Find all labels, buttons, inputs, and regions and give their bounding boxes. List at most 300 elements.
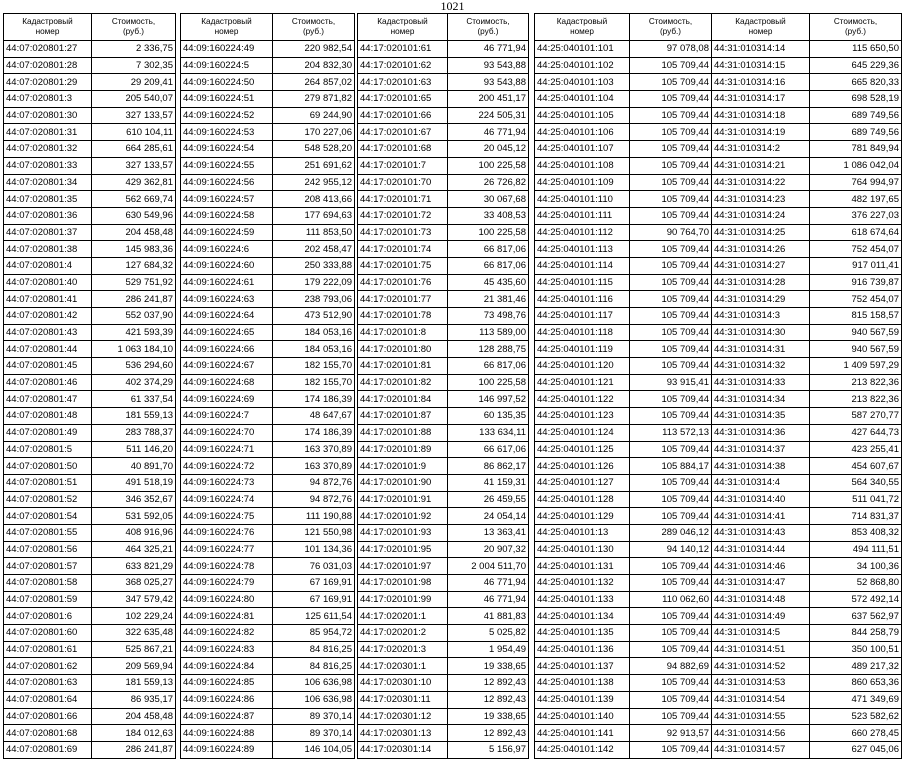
table-row xyxy=(358,241,529,258)
table-row xyxy=(4,157,176,174)
cost-cell: 105 709,44 xyxy=(630,441,712,458)
table-row xyxy=(181,591,355,608)
table-row xyxy=(181,441,355,458)
table-row xyxy=(535,274,712,291)
table-row xyxy=(181,474,355,491)
header-cadastral-number xyxy=(712,14,810,41)
cadastral-number-cell: 44:25:040101:134 xyxy=(535,608,630,625)
cost-cell: 552 037,90 xyxy=(92,308,176,325)
cadastral-number-cell: 44:31:010314:54 xyxy=(712,691,810,708)
cadastral-number-cell: 44:17:020101:92 xyxy=(358,508,448,525)
table-row xyxy=(712,608,902,625)
header-cadastral-number-line: Кадастровый xyxy=(556,17,608,26)
cadastral-number-cell: 44:31:010314:40 xyxy=(712,491,810,508)
cadastral-number-cell: 44:25:040101:107 xyxy=(535,141,630,158)
table-row xyxy=(358,174,529,191)
cost-cell: 548 528,20 xyxy=(273,141,355,158)
cadastral-number-cell: 44:17:020101:72 xyxy=(358,207,448,224)
cost-cell: 113 589,00 xyxy=(448,324,529,341)
table-row xyxy=(181,224,355,241)
table-row xyxy=(358,74,529,91)
table-row xyxy=(712,408,902,425)
cost-cell: 12 892,43 xyxy=(448,675,529,692)
cadastral-number-cell: 44:17:020301:10 xyxy=(358,675,448,692)
cadastral-number-cell: 44:25:040101:104 xyxy=(535,91,630,108)
cost-cell: 105 709,44 xyxy=(630,241,712,258)
cost-cell: 19 338,65 xyxy=(448,658,529,675)
cost-cell: 572 492,14 xyxy=(810,591,902,608)
cost-cell: 184 012,63 xyxy=(92,725,176,742)
table-row xyxy=(4,91,176,108)
cost-cell: 89 370,14 xyxy=(273,708,355,725)
table-row xyxy=(712,641,902,658)
table-row xyxy=(358,274,529,291)
table-row xyxy=(4,124,176,141)
cost-cell: 764 994,97 xyxy=(810,174,902,191)
cadastral-number-cell: 44:31:010314:18 xyxy=(712,107,810,124)
table-row xyxy=(4,107,176,124)
cadastral-number-cell: 44:31:010314:43 xyxy=(712,524,810,541)
table-row xyxy=(712,741,902,758)
cost-cell: 454 607,67 xyxy=(810,458,902,475)
cost-cell: 45 435,60 xyxy=(448,274,529,291)
cost-cell: 7 302,35 xyxy=(92,57,176,74)
cost-cell: 66 817,06 xyxy=(448,257,529,274)
cadastral-number-cell: 44:09:160224:51 xyxy=(181,91,273,108)
cost-cell: 46 771,94 xyxy=(448,575,529,592)
cadastral-number-cell: 44:07:020801:38 xyxy=(4,241,92,258)
table-row xyxy=(535,608,712,625)
cadastral-number-cell: 44:25:040101:114 xyxy=(535,257,630,274)
cost-cell: 105 709,44 xyxy=(630,608,712,625)
cadastral-table-3 xyxy=(357,13,529,759)
cost-cell: 511 146,20 xyxy=(92,441,176,458)
cost-cell: 289 046,12 xyxy=(630,524,712,541)
cost-cell: 815 158,57 xyxy=(810,308,902,325)
table-row xyxy=(181,658,355,675)
cadastral-number-cell: 44:07:020801:45 xyxy=(4,358,92,375)
cadastral-number-cell: 44:17:020101:8 xyxy=(358,324,448,341)
cost-cell: 350 100,51 xyxy=(810,641,902,658)
table-row xyxy=(181,741,355,758)
table-row xyxy=(712,41,902,58)
cadastral-number-cell: 44:31:010314:26 xyxy=(712,241,810,258)
table-row xyxy=(358,658,529,675)
cost-cell: 5 025,82 xyxy=(448,625,529,642)
cost-cell: 61 337,54 xyxy=(92,391,176,408)
cadastral-number-cell: 44:25:040101:111 xyxy=(535,207,630,224)
header-cost-line: Стоимость, xyxy=(833,17,878,26)
table-row xyxy=(4,291,176,308)
cost-cell: 1 063 184,10 xyxy=(92,341,176,358)
table-row xyxy=(358,691,529,708)
cadastral-number-cell: 44:31:010314:27 xyxy=(712,257,810,274)
cadastral-number-cell: 44:09:160224:68 xyxy=(181,374,273,391)
table-row xyxy=(712,241,902,258)
cadastral-number-cell: 44:07:020801:32 xyxy=(4,141,92,158)
cost-cell: 111 190,88 xyxy=(273,508,355,525)
header-row xyxy=(535,14,712,41)
cadastral-number-cell: 44:07:020801:47 xyxy=(4,391,92,408)
table-row xyxy=(535,41,712,58)
cadastral-number-cell: 44:25:040101:116 xyxy=(535,291,630,308)
cadastral-number-cell: 44:17:020101:9 xyxy=(358,458,448,475)
table-row xyxy=(712,257,902,274)
table-row xyxy=(181,541,355,558)
cadastral-number-cell: 44:17:020301:11 xyxy=(358,691,448,708)
cost-cell: 251 691,62 xyxy=(273,157,355,174)
table-row xyxy=(712,474,902,491)
table-row xyxy=(712,708,902,725)
cost-cell: 781 849,94 xyxy=(810,141,902,158)
header-cadastral-number xyxy=(4,14,92,41)
table-row xyxy=(712,391,902,408)
cost-cell: 86 862,17 xyxy=(448,458,529,475)
table-row xyxy=(4,141,176,158)
table-row xyxy=(535,658,712,675)
table-row xyxy=(712,508,902,525)
cadastral-number-cell: 44:07:020801:58 xyxy=(4,575,92,592)
table-row xyxy=(712,441,902,458)
cost-cell: 421 593,39 xyxy=(92,324,176,341)
cadastral-number-cell: 44:07:020801:37 xyxy=(4,224,92,241)
table-row xyxy=(535,91,712,108)
table-row xyxy=(358,625,529,642)
table-row xyxy=(535,308,712,325)
table-row xyxy=(4,274,176,291)
table-row xyxy=(535,741,712,758)
cadastral-number-cell: 44:25:040101:105 xyxy=(535,107,630,124)
cadastral-number-cell: 44:25:040101:128 xyxy=(535,491,630,508)
table-row xyxy=(4,524,176,541)
header-cadastral-number-line: номер xyxy=(35,27,60,36)
cadastral-number-cell: 44:31:010314:34 xyxy=(712,391,810,408)
cost-cell: 100 225,58 xyxy=(448,224,529,241)
cost-cell: 67 169,91 xyxy=(273,591,355,608)
cadastral-number-cell: 44:07:020801:50 xyxy=(4,458,92,475)
table-row xyxy=(358,558,529,575)
header-cadastral-number-line: Кадастровый xyxy=(377,17,428,26)
table-row xyxy=(712,575,902,592)
cost-cell: 12 892,43 xyxy=(448,691,529,708)
table-row xyxy=(535,625,712,642)
table-row xyxy=(358,541,529,558)
table-row xyxy=(535,474,712,491)
cadastral-number-cell: 44:31:010314:2 xyxy=(712,141,810,158)
table-row xyxy=(535,57,712,74)
cost-cell: 618 674,64 xyxy=(810,224,902,241)
cadastral-number-cell: 44:25:040101:112 xyxy=(535,224,630,241)
table-row xyxy=(181,358,355,375)
cadastral-number-cell: 44:25:040101:132 xyxy=(535,575,630,592)
header-cost-line: (руб.) xyxy=(659,27,682,36)
cadastral-number-cell: 44:09:160224:53 xyxy=(181,124,273,141)
table-row xyxy=(535,424,712,441)
cadastral-number-cell: 44:09:160224:85 xyxy=(181,675,273,692)
cadastral-number-cell: 44:17:020101:63 xyxy=(358,74,448,91)
table-row xyxy=(535,224,712,241)
header-row xyxy=(358,14,529,41)
cadastral-number-cell: 44:25:040101:124 xyxy=(535,424,630,441)
cadastral-number-cell: 44:07:020801:56 xyxy=(4,541,92,558)
cadastral-number-cell: 44:31:010314:48 xyxy=(712,591,810,608)
cadastral-number-cell: 44:09:160224:88 xyxy=(181,725,273,742)
cadastral-number-cell: 44:09:160224:60 xyxy=(181,257,273,274)
cadastral-number-cell: 44:31:010314:41 xyxy=(712,508,810,525)
table-row xyxy=(358,641,529,658)
table-row xyxy=(358,107,529,124)
table-row xyxy=(181,374,355,391)
cadastral-number-cell: 44:31:010314:35 xyxy=(712,408,810,425)
cost-cell: 184 053,16 xyxy=(273,324,355,341)
table-row xyxy=(181,91,355,108)
cadastral-number-cell: 44:07:020801:4 xyxy=(4,257,92,274)
cadastral-number-cell: 44:09:160224:55 xyxy=(181,157,273,174)
cadastral-number-cell: 44:07:020801:35 xyxy=(4,191,92,208)
cost-cell: 89 370,14 xyxy=(273,725,355,742)
header-cadastral-number-line: номер xyxy=(748,27,773,36)
cadastral-number-cell: 44:25:040101:110 xyxy=(535,191,630,208)
cost-cell: 429 362,81 xyxy=(92,174,176,191)
table-row xyxy=(535,324,712,341)
cadastral-number-cell: 44:25:040101:101 xyxy=(535,41,630,58)
cost-cell: 170 227,06 xyxy=(273,124,355,141)
table-row xyxy=(4,174,176,191)
cost-cell: 200 451,17 xyxy=(448,91,529,108)
cost-cell: 85 954,72 xyxy=(273,625,355,642)
cost-cell: 529 751,92 xyxy=(92,274,176,291)
table-row xyxy=(181,74,355,91)
table-row xyxy=(712,491,902,508)
cost-cell: 48 647,67 xyxy=(273,408,355,425)
header-cost-line: (руб.) xyxy=(302,27,325,36)
cadastral-number-cell: 44:17:020301:12 xyxy=(358,708,448,725)
cost-cell: 213 822,36 xyxy=(810,374,902,391)
table-row xyxy=(4,708,176,725)
cadastral-number-cell: 44:31:010314:37 xyxy=(712,441,810,458)
table-row xyxy=(4,224,176,241)
cadastral-number-cell: 44:17:020301:1 xyxy=(358,658,448,675)
cost-cell: 204 458,48 xyxy=(92,708,176,725)
cost-cell: 1 086 042,04 xyxy=(810,157,902,174)
table-row xyxy=(4,741,176,758)
cost-cell: 105 709,44 xyxy=(630,708,712,725)
cadastral-number-cell: 44:17:020101:65 xyxy=(358,91,448,108)
cost-cell: 714 831,37 xyxy=(810,508,902,525)
table-row xyxy=(358,324,529,341)
header-cadastral-number-line: номер xyxy=(390,27,415,36)
cost-cell: 146 104,05 xyxy=(273,741,355,758)
table-row xyxy=(712,558,902,575)
cadastral-number-cell: 44:25:040101:102 xyxy=(535,57,630,74)
cost-cell: 46 771,94 xyxy=(448,124,529,141)
cost-cell: 102 229,24 xyxy=(92,608,176,625)
cost-cell: 106 636,98 xyxy=(273,691,355,708)
cadastral-number-cell: 44:09:160224:70 xyxy=(181,424,273,441)
cost-cell: 105 709,44 xyxy=(630,107,712,124)
cadastral-number-cell: 44:31:010314:52 xyxy=(712,658,810,675)
cost-cell: 224 505,31 xyxy=(448,107,529,124)
table-row xyxy=(712,625,902,642)
cost-cell: 844 258,79 xyxy=(810,625,902,642)
table-row xyxy=(4,558,176,575)
table-row xyxy=(181,424,355,441)
cadastral-number-cell: 44:09:160224:66 xyxy=(181,341,273,358)
cost-cell: 52 868,80 xyxy=(810,575,902,592)
cadastral-number-cell: 44:09:160224:67 xyxy=(181,358,273,375)
cadastral-number-cell: 44:07:020801:44 xyxy=(4,341,92,358)
cadastral-number-cell: 44:09:160224:69 xyxy=(181,391,273,408)
cadastral-number-cell: 44:07:020801:59 xyxy=(4,591,92,608)
cost-cell: 660 278,45 xyxy=(810,725,902,742)
cadastral-number-cell: 44:31:010314:16 xyxy=(712,74,810,91)
cost-cell: 105 709,44 xyxy=(630,174,712,191)
cadastral-number-cell: 44:17:020101:7 xyxy=(358,157,448,174)
cadastral-number-cell: 44:09:160224:57 xyxy=(181,191,273,208)
table-row xyxy=(712,224,902,241)
table-row xyxy=(712,207,902,224)
cadastral-number-cell: 44:31:010314:29 xyxy=(712,291,810,308)
table-row xyxy=(358,157,529,174)
cadastral-number-cell: 44:25:040101:122 xyxy=(535,391,630,408)
cost-cell: 19 338,65 xyxy=(448,708,529,725)
cost-cell: 29 209,41 xyxy=(92,74,176,91)
cadastral-number-cell: 44:17:020101:99 xyxy=(358,591,448,608)
cost-cell: 689 749,56 xyxy=(810,107,902,124)
cadastral-number-cell: 44:07:020801:62 xyxy=(4,658,92,675)
cadastral-number-cell: 44:09:160224:71 xyxy=(181,441,273,458)
table-row xyxy=(712,291,902,308)
header-cadastral-number-line: Кадастровый xyxy=(735,17,786,26)
table-row xyxy=(358,741,529,758)
cost-cell: 84 816,25 xyxy=(273,641,355,658)
cadastral-table-5 xyxy=(711,13,902,759)
table-row xyxy=(535,725,712,742)
cost-cell: 105 709,44 xyxy=(630,641,712,658)
cost-cell: 209 569,94 xyxy=(92,658,176,675)
cadastral-number-cell: 44:25:040101:135 xyxy=(535,625,630,642)
cadastral-table-4 xyxy=(534,13,712,759)
cadastral-number-cell: 44:31:010314:25 xyxy=(712,224,810,241)
cadastral-number-cell: 44:09:160224:54 xyxy=(181,141,273,158)
cadastral-number-cell: 44:25:040101:118 xyxy=(535,324,630,341)
cost-cell: 523 582,62 xyxy=(810,708,902,725)
cadastral-number-cell: 44:07:020801:55 xyxy=(4,524,92,541)
cadastral-number-cell: 44:25:040101:126 xyxy=(535,458,630,475)
table-row xyxy=(181,558,355,575)
table-row xyxy=(4,575,176,592)
cost-cell: 100 225,58 xyxy=(448,374,529,391)
cadastral-number-cell: 44:07:020801:31 xyxy=(4,124,92,141)
cadastral-number-cell: 44:07:020801:43 xyxy=(4,324,92,341)
table-row xyxy=(358,41,529,58)
cost-cell: 105 709,44 xyxy=(630,274,712,291)
cost-cell: 105 709,44 xyxy=(630,625,712,642)
cadastral-number-cell: 44:09:160224:61 xyxy=(181,274,273,291)
cadastral-number-cell: 44:07:020801:5 xyxy=(4,441,92,458)
cadastral-number-cell: 44:17:020101:95 xyxy=(358,541,448,558)
cadastral-number-cell: 44:31:010314:44 xyxy=(712,541,810,558)
table-row xyxy=(712,174,902,191)
cadastral-number-cell: 44:17:020101:91 xyxy=(358,491,448,508)
cost-cell: 105 709,44 xyxy=(630,141,712,158)
cost-cell: 106 636,98 xyxy=(273,675,355,692)
table-row xyxy=(712,124,902,141)
cost-cell: 494 111,51 xyxy=(810,541,902,558)
cost-cell: 220 982,54 xyxy=(273,41,355,58)
table-row xyxy=(181,641,355,658)
table-row xyxy=(535,191,712,208)
cost-cell: 105 709,44 xyxy=(630,324,712,341)
cost-cell: 562 669,74 xyxy=(92,191,176,208)
table-row xyxy=(181,691,355,708)
table-row xyxy=(358,91,529,108)
cadastral-number-cell: 44:31:010314:14 xyxy=(712,41,810,58)
cadastral-number-cell: 44:09:160224:75 xyxy=(181,508,273,525)
table-row xyxy=(535,541,712,558)
cost-cell: 105 709,44 xyxy=(630,391,712,408)
table-row xyxy=(712,675,902,692)
table-row xyxy=(358,458,529,475)
cadastral-number-cell: 44:31:010314:19 xyxy=(712,124,810,141)
table-row xyxy=(4,241,176,258)
cost-cell: 637 562,97 xyxy=(810,608,902,625)
cadastral-number-cell: 44:17:020101:68 xyxy=(358,141,448,158)
cadastral-number-cell: 44:09:160224:52 xyxy=(181,107,273,124)
table-row xyxy=(181,291,355,308)
table-row xyxy=(4,191,176,208)
cadastral-number-cell: 44:07:020801:27 xyxy=(4,41,92,58)
table-row xyxy=(535,257,712,274)
cadastral-number-cell: 44:07:020801:30 xyxy=(4,107,92,124)
table-row xyxy=(535,441,712,458)
cadastral-number-cell: 44:25:040101:141 xyxy=(535,725,630,742)
cadastral-number-cell: 44:09:160224:86 xyxy=(181,691,273,708)
cost-cell: 94 872,76 xyxy=(273,491,355,508)
table-row xyxy=(4,725,176,742)
cost-cell: 105 709,44 xyxy=(630,124,712,141)
table-row xyxy=(181,274,355,291)
header-cadastral-number xyxy=(535,14,630,41)
cadastral-number-cell: 44:31:010314:53 xyxy=(712,675,810,692)
cadastral-number-cell: 44:09:160224:76 xyxy=(181,524,273,541)
header-cost xyxy=(448,14,529,41)
cost-cell: 146 997,52 xyxy=(448,391,529,408)
table-row xyxy=(4,675,176,692)
cost-cell: 20 907,32 xyxy=(448,541,529,558)
table-row xyxy=(535,691,712,708)
cadastral-number-cell: 44:07:020801:48 xyxy=(4,408,92,425)
table-row xyxy=(712,274,902,291)
cadastral-number-cell: 44:07:020801:3 xyxy=(4,91,92,108)
table-row xyxy=(712,141,902,158)
table-row xyxy=(358,474,529,491)
cost-cell: 940 567,59 xyxy=(810,341,902,358)
cost-cell: 279 871,82 xyxy=(273,91,355,108)
table-row xyxy=(712,591,902,608)
table-row xyxy=(712,725,902,742)
cost-cell: 665 820,33 xyxy=(810,74,902,91)
cadastral-number-cell: 44:07:020801:6 xyxy=(4,608,92,625)
table-row xyxy=(535,207,712,224)
cost-cell: 105 709,44 xyxy=(630,491,712,508)
table-row xyxy=(358,491,529,508)
table-row xyxy=(358,308,529,325)
cost-cell: 105 709,44 xyxy=(630,358,712,375)
cadastral-number-cell: 44:17:020101:97 xyxy=(358,558,448,575)
cadastral-number-cell: 44:25:040101:127 xyxy=(535,474,630,491)
table-row xyxy=(358,391,529,408)
